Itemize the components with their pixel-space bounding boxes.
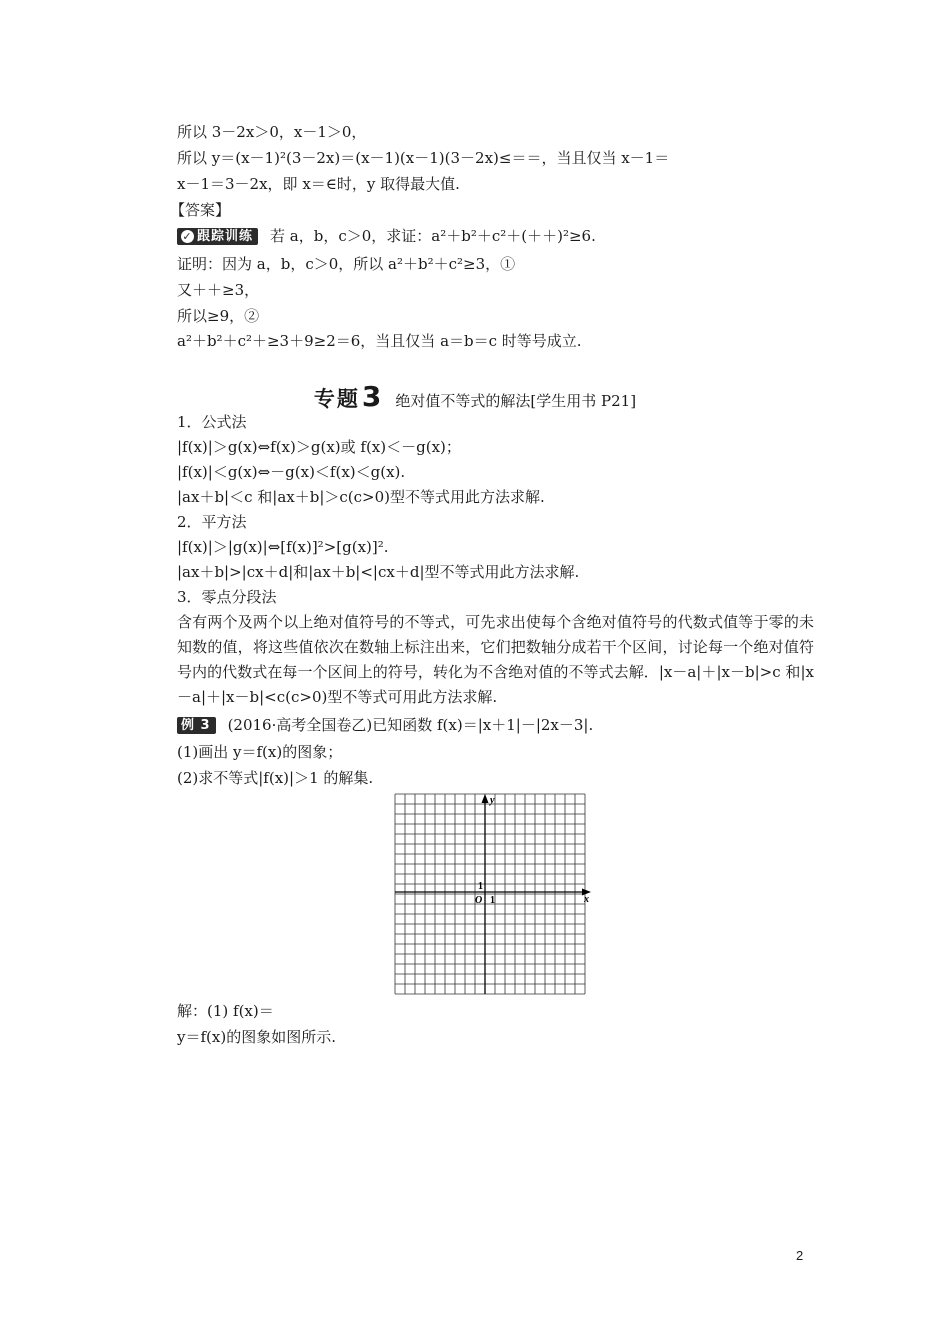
follow-training-badge: [177, 228, 258, 245]
method-1-line-1: |f(x)|＞g(x)⇔f(x)＞g(x)或 f(x)＜－g(x)；: [177, 438, 461, 456]
follow-training-badge-label: 跟踪训练: [197, 229, 254, 244]
method-2-line-2: |ax＋b|>|cx＋d|和|ax＋b|<|cx＋d|型不等式用此方法求解.: [177, 563, 580, 581]
x-tick-label: 1: [490, 895, 495, 906]
y-axis-arrow-icon: [482, 794, 489, 803]
method-1-line-3: |ax＋b|＜c 和|ax＋b|＞c(c>0)型不等式用此方法求解.: [177, 488, 545, 506]
example-text: (2016·高考全国卷乙)已知函数 f(x)＝|x＋1|－|2x－3|.: [227, 716, 594, 734]
heading-number: 3: [361, 380, 382, 413]
method-3-paragraph: 含有两个及两个以上绝对值符号的不等式，可先求出使每个含绝对值符号的代数式值等于零的未知数的值，将这些值依次在数轴上标注出来，它们把数轴分成若干个区间，讨论每一个绝对值符号内的代数式在每一个区间上的符号，转化为不含绝对值的不等式去解．|x－a|＋|x－b|>c 和|x－a|＋|x－b|<c(c>0)型不等式可用此方法求解.: [177, 613, 814, 706]
proof-line-3: 所以≥9，②: [177, 307, 260, 325]
example-line: [177, 715, 593, 735]
method-2-title: 2．平方法: [177, 513, 247, 531]
follow-training-text: 若 a，b，c＞0，求证：a²＋b²＋c²＋(＋＋)²≥6.: [270, 227, 596, 245]
heading-subtitle: 绝对值不等式的解法[学生用书 P21]: [395, 392, 637, 410]
method-1-title: 1．公式法: [177, 413, 247, 431]
origin-label: O: [475, 895, 483, 906]
example-badge: 例 3: [177, 717, 216, 734]
method-3-title: 3．零点分段法: [177, 588, 277, 606]
proof-line-2: 又＋＋≥3，: [177, 281, 260, 299]
example-question-2: (2)求不等式|f(x)|＞1 的解集.: [177, 769, 374, 787]
answer-label: 【答案】: [170, 201, 231, 219]
method-2-line-1: |f(x)|＞|g(x)|⇔[f(x)]²>[g(x)]².: [177, 538, 389, 556]
y-axis-label: y: [490, 795, 495, 806]
grid-svg: [393, 792, 593, 996]
y-tick-label: 1: [478, 881, 483, 892]
coordinate-grid: [393, 792, 593, 1000]
proof-line-1: 证明：因为 a，b，c＞0，所以 a²＋b²＋c²≥3，①: [177, 255, 516, 273]
text-line-1: 所以 3－2x＞0，x－1＞0，: [177, 123, 367, 141]
solution-line-2: y＝f(x)的图象如图所示.: [177, 1028, 336, 1046]
solution-line-1: 解：(1) f(x)＝: [177, 1002, 274, 1020]
method-1-line-2: |f(x)|＜g(x)⇔－g(x)＜f(x)＜g(x).: [177, 463, 406, 481]
text-line-3: x－1＝3－2x，即 x＝∈时，y 取得最大值.: [177, 175, 460, 193]
section-heading: [0, 380, 950, 413]
x-axis-label: x: [584, 894, 589, 905]
heading-label: 专题: [313, 387, 360, 411]
text-line-2: 所以 y＝(x－1)²(3－2x)＝(x－1)(x－1)(3－2x)≤＝＝，当且仅当 x－1＝: [177, 149, 670, 167]
proof-line-4: a²＋b²＋c²＋≥3＋9≥2＝6，当且仅当 a＝b＝c 时等号成立.: [177, 332, 582, 350]
page-number: 2: [796, 1248, 804, 1263]
example-question-1: (1)画出 y＝f(x)的图象；: [177, 743, 343, 761]
follow-training-line: [177, 226, 596, 246]
check-icon: ✓: [182, 230, 193, 243]
